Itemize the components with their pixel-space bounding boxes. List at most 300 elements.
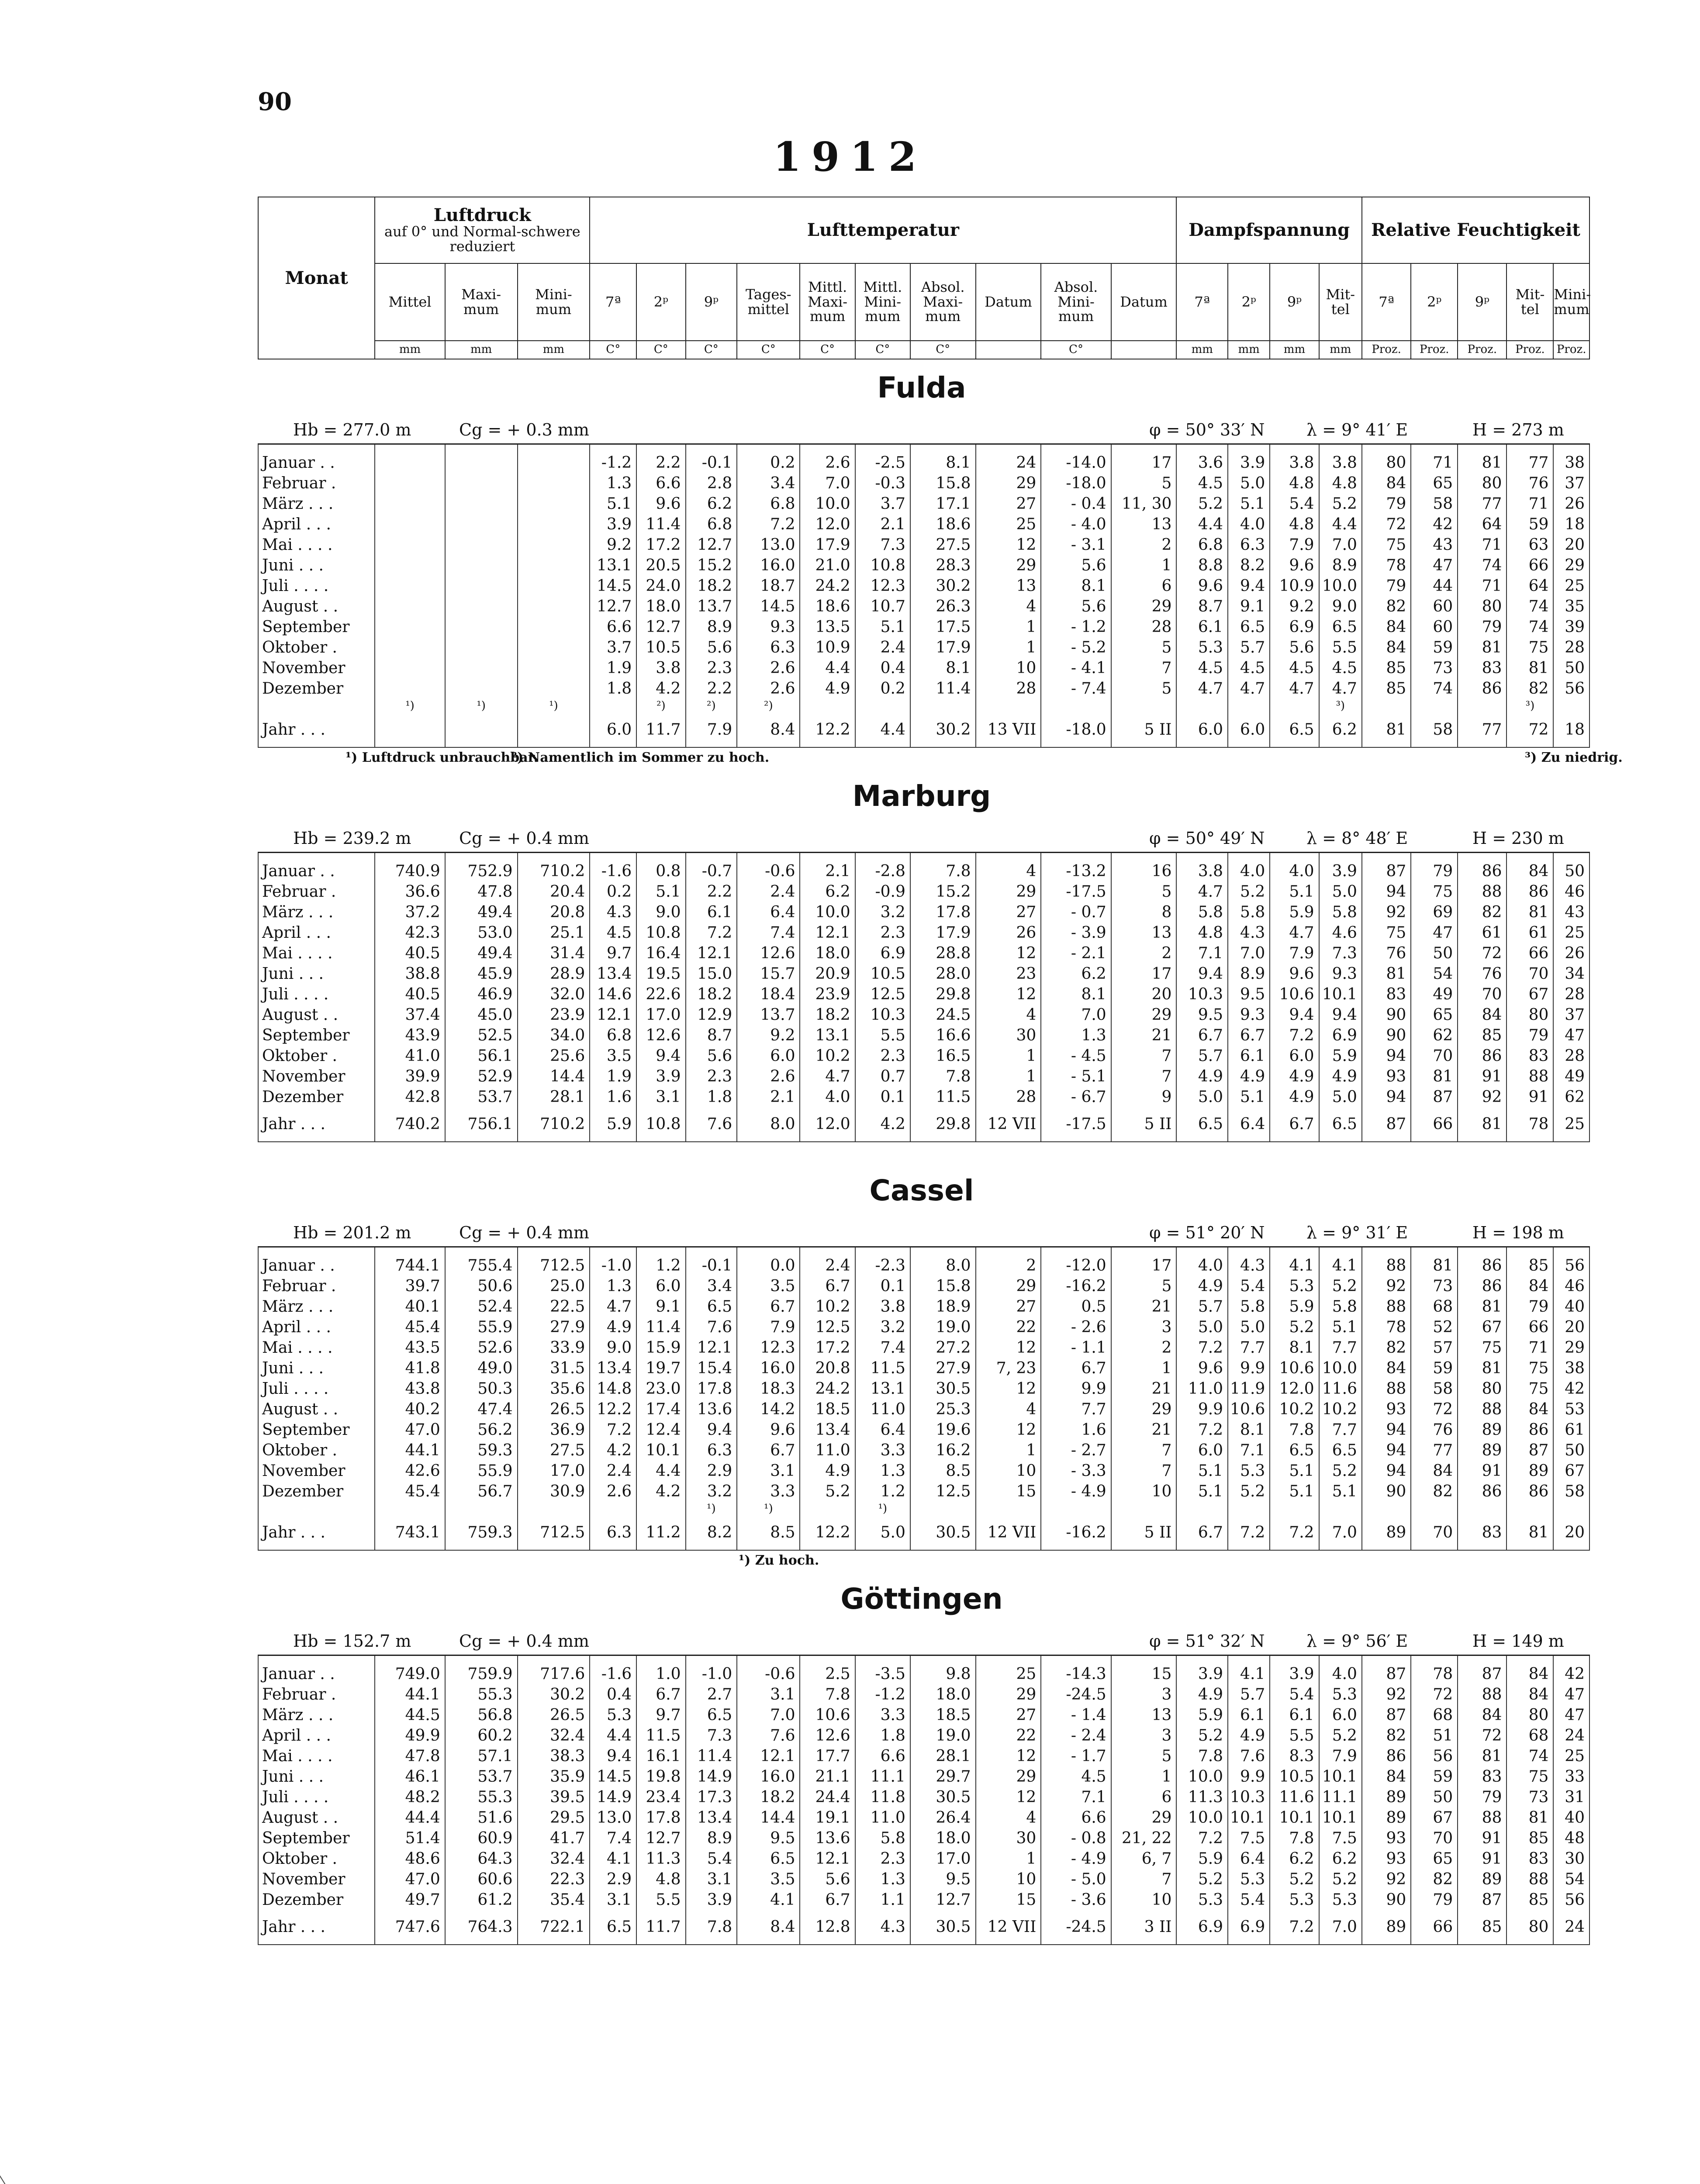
data-cell: 0.4 <box>855 658 910 678</box>
data-cell <box>445 473 518 494</box>
data-cell: 3.3 <box>855 1440 910 1461</box>
data-cell: 4.7 <box>1228 678 1270 699</box>
station-meta-row <box>258 1628 1589 1655</box>
data-cell: 9 <box>1111 1087 1177 1107</box>
data-cell: 4.5 <box>1041 1766 1111 1787</box>
data-cell: -2.5 <box>855 444 910 473</box>
data-cell: 25.6 <box>518 1046 590 1066</box>
data-cell: 5.0 <box>1228 1317 1270 1337</box>
data-cell: 6.7 <box>1228 1025 1270 1046</box>
data-cell: 15.8 <box>910 1276 976 1296</box>
data-cell: 17.0 <box>910 1849 976 1869</box>
data-cell: 25 <box>1553 576 1589 596</box>
data-cell: 30 <box>1553 1849 1589 1869</box>
data-cell: 60.9 <box>445 1828 518 1849</box>
data-cell: 5.9 <box>1319 1046 1362 1066</box>
data-cell: 4.5 <box>1176 473 1228 494</box>
data-cell: 49 <box>1411 984 1458 1005</box>
data-cell: 4.9 <box>1270 1066 1319 1087</box>
data-cell: 2.6 <box>737 658 800 678</box>
data-cell: 75 <box>1507 1766 1553 1787</box>
data-cell: 14.9 <box>590 1787 636 1807</box>
data-cell: 10 <box>976 1461 1041 1481</box>
footnote-marker <box>375 1502 445 1516</box>
data-cell: 28.3 <box>910 555 976 576</box>
station-title-row <box>258 768 1589 825</box>
data-cell: -1.2 <box>855 1684 910 1705</box>
data-cell: 5.1 <box>1228 494 1270 514</box>
data-cell: 1.9 <box>590 1066 636 1087</box>
data-cell: 6.5 <box>1319 617 1362 637</box>
column-header: Mittl. Mini-mum <box>855 263 910 341</box>
data-cell: 10.6 <box>1270 1358 1319 1379</box>
data-cell: 13.6 <box>800 1828 855 1849</box>
station-meta <box>258 1219 1589 1247</box>
data-cell: 56 <box>1553 1247 1589 1276</box>
data-cell: 92 <box>1362 1684 1411 1705</box>
table-row <box>258 853 1589 882</box>
data-cell: 27 <box>976 1296 1041 1317</box>
data-cell: 7.2 <box>737 514 800 535</box>
column-header: Mini-mum <box>518 263 590 341</box>
data-cell: 25 <box>1553 1107 1589 1142</box>
data-cell: 5.0 <box>1176 1087 1228 1107</box>
station-meta <box>258 1628 1589 1655</box>
data-cell: 5.3 <box>1319 1684 1362 1705</box>
month-label: September <box>258 1828 375 1849</box>
data-cell: 6.4 <box>1228 1107 1270 1142</box>
data-cell: 87 <box>1362 1655 1411 1685</box>
data-cell: 49 <box>1553 1066 1589 1087</box>
data-cell: 43.9 <box>375 1025 445 1046</box>
footnote-marker <box>1411 1502 1458 1516</box>
data-cell: 38 <box>1553 444 1589 473</box>
header-rel-feuchtigkeit: Relative Feuchtigkeit <box>1362 197 1589 263</box>
data-cell: 93 <box>1362 1828 1411 1849</box>
data-cell: 9.7 <box>636 1705 685 1725</box>
data-cell: 5.3 <box>1270 1890 1319 1910</box>
data-cell: 3.2 <box>686 1481 737 1502</box>
data-cell: 8.9 <box>686 617 737 637</box>
data-cell: 15 <box>1111 1655 1177 1685</box>
data-cell: 3.1 <box>686 1869 737 1890</box>
data-cell: 66 <box>1411 1107 1458 1142</box>
data-cell: 10.6 <box>800 1705 855 1725</box>
data-cell: 15.0 <box>686 964 737 984</box>
footnote-marker <box>1553 699 1589 713</box>
data-cell: 82 <box>1411 1869 1458 1890</box>
data-cell: 15.7 <box>737 964 800 984</box>
data-cell: 55.3 <box>445 1684 518 1705</box>
data-cell: 23.0 <box>636 1379 685 1399</box>
data-cell: 5.2 <box>1228 881 1270 902</box>
data-cell: 92 <box>1458 1087 1507 1107</box>
data-cell: 5.6 <box>1270 637 1319 658</box>
station-title-row <box>258 1162 1589 1219</box>
data-cell: 90 <box>1362 1890 1411 1910</box>
data-cell: 4.9 <box>1176 1276 1228 1296</box>
data-cell: 9.4 <box>1176 964 1228 984</box>
footnote-marker <box>590 699 636 713</box>
data-cell: 32.4 <box>518 1725 590 1746</box>
month-label: Januar . . <box>258 444 375 473</box>
data-cell: 6.7 <box>1041 1358 1111 1379</box>
data-cell: 14.5 <box>590 1766 636 1787</box>
data-cell: 82 <box>1362 1725 1411 1746</box>
data-cell: 66 <box>1507 555 1553 576</box>
data-cell: 50 <box>1411 1787 1458 1807</box>
data-cell: 29 <box>976 1766 1041 1787</box>
data-cell: 1.3 <box>1041 1025 1111 1046</box>
data-cell: 8.1 <box>910 444 976 473</box>
data-cell: 70 <box>1411 1828 1458 1849</box>
data-cell <box>445 617 518 637</box>
data-cell: 26 <box>1553 494 1589 514</box>
data-cell: 27.9 <box>518 1317 590 1337</box>
data-cell: 44.1 <box>375 1684 445 1705</box>
data-cell: 87 <box>1458 1890 1507 1910</box>
table-row <box>258 984 1589 1005</box>
data-cell: 59 <box>1411 1766 1458 1787</box>
column-header: 7ª <box>590 263 636 341</box>
data-cell: 2.1 <box>855 514 910 535</box>
data-cell: 11.5 <box>636 1725 685 1746</box>
data-cell: 29 <box>1111 1399 1177 1420</box>
data-cell <box>375 658 445 678</box>
data-cell: 35.6 <box>518 1379 590 1399</box>
data-cell: 712.5 <box>518 1516 590 1550</box>
data-cell: 5.2 <box>800 1481 855 1502</box>
month-label: Juni . . . <box>258 964 375 984</box>
data-cell: 28.8 <box>910 943 976 964</box>
data-cell: 8.1 <box>1041 984 1111 1005</box>
table-row <box>258 658 1589 678</box>
footnote-marker <box>1111 1502 1177 1516</box>
data-cell: 81 <box>1362 964 1411 984</box>
data-cell: 80 <box>1362 444 1411 473</box>
data-cell: 5.5 <box>1270 1725 1319 1746</box>
data-cell: 55.9 <box>445 1317 518 1337</box>
data-cell: 46 <box>1553 1276 1589 1296</box>
data-cell: 89 <box>1362 1787 1411 1807</box>
data-cell: -0.9 <box>855 881 910 902</box>
month-label: Februar . <box>258 473 375 494</box>
data-cell: 24.4 <box>800 1787 855 1807</box>
station-h: H = 273 m <box>1472 420 1564 439</box>
table-row <box>258 535 1589 555</box>
data-cell: 9.5 <box>1228 984 1270 1005</box>
data-cell: 7.2 <box>1176 1828 1228 1849</box>
table-row <box>258 1481 1589 1502</box>
year-label: Jahr . . . <box>258 1910 375 1945</box>
data-cell: - 5.1 <box>1041 1066 1111 1087</box>
data-cell: 81 <box>1411 1066 1458 1087</box>
data-cell: 13.7 <box>686 596 737 617</box>
table-row <box>258 1247 1589 1276</box>
data-cell: 30 <box>976 1025 1041 1046</box>
data-cell: 6.3 <box>1228 535 1270 555</box>
data-cell: -0.6 <box>737 1655 800 1685</box>
data-cell: 0.0 <box>737 1247 800 1276</box>
data-cell: 5 <box>1111 1746 1177 1766</box>
month-label <box>258 699 375 713</box>
column-unit: C° <box>590 341 636 359</box>
column-unit: C° <box>855 341 910 359</box>
data-cell: 20 <box>1553 1516 1589 1550</box>
data-cell: 12.2 <box>590 1399 636 1420</box>
data-cell: -14.0 <box>1041 444 1111 473</box>
data-cell: 740.9 <box>375 853 445 882</box>
data-cell: 11.9 <box>1228 1379 1270 1399</box>
header-luftdruck-sub: auf 0° und Normal-schwere reduziert <box>384 223 580 255</box>
data-cell: 3.5 <box>590 1046 636 1066</box>
data-cell: 7.8 <box>686 1910 737 1945</box>
data-cell: 3.5 <box>737 1869 800 1890</box>
data-cell: 3.5 <box>737 1276 800 1296</box>
data-cell: 19.8 <box>636 1766 685 1787</box>
footnote-marker <box>910 699 976 713</box>
data-cell: 85 <box>1458 1910 1507 1945</box>
data-cell: 13 <box>1111 514 1177 535</box>
data-cell: 3.8 <box>1319 444 1362 473</box>
data-cell: 5.2 <box>1176 1869 1228 1890</box>
data-cell: 4.7 <box>1319 678 1362 699</box>
data-cell: 10.9 <box>1270 576 1319 596</box>
data-cell: 86 <box>1362 1746 1411 1766</box>
data-cell: 21.0 <box>800 555 855 576</box>
data-cell: 88 <box>1507 1066 1553 1087</box>
data-cell: 81 <box>1458 1107 1507 1142</box>
footnote-marker: ¹) <box>855 1502 910 1516</box>
column-header: Mit-tel <box>1319 263 1362 341</box>
data-cell: 6.5 <box>1319 1107 1362 1142</box>
data-cell: 10.0 <box>1176 1807 1228 1828</box>
data-cell: 84 <box>1362 617 1411 637</box>
data-cell: 15.8 <box>910 473 976 494</box>
data-cell: 4.5 <box>1319 658 1362 678</box>
footnote-marker <box>1319 1502 1362 1516</box>
station-h: H = 198 m <box>1472 1223 1564 1242</box>
data-cell: 77 <box>1458 494 1507 514</box>
data-cell: 85 <box>1507 1890 1553 1910</box>
data-cell: 4.1 <box>1270 1247 1319 1276</box>
data-cell: 10.1 <box>1270 1807 1319 1828</box>
data-cell: 66 <box>1507 1317 1553 1337</box>
data-cell: 16.0 <box>737 1766 800 1787</box>
data-cell: 4.7 <box>1176 881 1228 902</box>
data-cell: 41.0 <box>375 1046 445 1066</box>
data-cell: 4.4 <box>800 658 855 678</box>
data-cell: 13.6 <box>686 1399 737 1420</box>
data-cell: 89 <box>1458 1869 1507 1890</box>
data-cell: 5.9 <box>1176 1705 1228 1725</box>
data-cell: 85 <box>1507 1828 1553 1849</box>
data-cell: 1.8 <box>590 678 636 699</box>
data-cell: 20 <box>1553 535 1589 555</box>
month-label: März . . . <box>258 1296 375 1317</box>
data-cell: 4.5 <box>1228 658 1270 678</box>
footnote-text: ¹) Zu hoch. <box>739 1553 819 1568</box>
data-cell: 7.1 <box>1228 1440 1270 1461</box>
data-cell: 10.8 <box>636 1107 685 1142</box>
data-cell: 12 VII <box>976 1107 1041 1142</box>
data-cell: 11.7 <box>636 1910 685 1945</box>
footnote-marker: ¹) <box>737 1502 800 1516</box>
data-cell: 10.8 <box>636 923 685 943</box>
footnote-marker <box>1041 1502 1111 1516</box>
data-cell: 4.8 <box>636 1869 685 1890</box>
data-cell: 7 <box>1111 1869 1177 1890</box>
data-cell: 7.2 <box>1270 1516 1319 1550</box>
month-label: März . . . <box>258 1705 375 1725</box>
station-meta <box>258 416 1589 444</box>
station-phi: φ = 50° 49′ N <box>1149 829 1265 848</box>
data-cell: 13.1 <box>590 555 636 576</box>
data-cell: 4.0 <box>800 1087 855 1107</box>
data-cell: 21 <box>1111 1379 1177 1399</box>
column-header: 2ᵖ <box>636 263 685 341</box>
data-cell: 60 <box>1411 596 1458 617</box>
data-cell: 15 <box>976 1481 1041 1502</box>
data-cell: 4.8 <box>1176 923 1228 943</box>
footnotes <box>258 1945 1589 1965</box>
data-cell: 6.5 <box>1270 713 1319 747</box>
data-cell: 7.8 <box>1176 1746 1228 1766</box>
data-cell: 44.4 <box>375 1807 445 1828</box>
table-row <box>258 596 1589 617</box>
data-cell: 5.2 <box>1176 1725 1228 1746</box>
column-unit: mm <box>1176 341 1228 359</box>
data-cell: 91 <box>1458 1849 1507 1869</box>
month-label: August . . <box>258 1005 375 1025</box>
data-cell: -1.6 <box>590 853 636 882</box>
data-cell: 88 <box>1362 1296 1411 1317</box>
data-cell: 47 <box>1411 923 1458 943</box>
data-cell: 17.8 <box>686 1379 737 1399</box>
data-cell: 7.0 <box>1319 1910 1362 1945</box>
column-header: Mittel <box>375 263 445 341</box>
data-cell: 4.7 <box>1176 678 1228 699</box>
data-cell: 80 <box>1507 1705 1553 1725</box>
data-cell: 2.4 <box>590 1461 636 1481</box>
data-cell: 4.7 <box>1270 923 1319 943</box>
data-cell: 63 <box>1507 535 1553 555</box>
data-cell: 6.3 <box>737 637 800 658</box>
station-cg: Cg = + 0.4 mm <box>459 1223 589 1242</box>
data-cell: 1.6 <box>590 1087 636 1107</box>
data-cell: 29 <box>976 881 1041 902</box>
data-cell: 4.7 <box>590 1296 636 1317</box>
station-meta-row <box>258 825 1589 853</box>
data-cell <box>375 678 445 699</box>
data-cell: 11.0 <box>800 1440 855 1461</box>
data-cell: 61 <box>1507 923 1553 943</box>
data-cell: 10.6 <box>1228 1399 1270 1420</box>
data-cell: - 5.2 <box>1041 637 1111 658</box>
data-cell: 2.2 <box>636 444 685 473</box>
data-cell: 6.8 <box>686 514 737 535</box>
data-cell: 4.7 <box>1270 678 1319 699</box>
data-cell: -12.0 <box>1041 1247 1111 1276</box>
data-cell: 12.4 <box>636 1420 685 1440</box>
data-cell: 59 <box>1411 637 1458 658</box>
data-cell: 87 <box>1362 1107 1411 1142</box>
data-cell: 2.5 <box>800 1655 855 1685</box>
data-cell: 6.1 <box>686 902 737 923</box>
month-label: September <box>258 1420 375 1440</box>
data-cell: 7.9 <box>686 713 737 747</box>
data-cell: 11.6 <box>1270 1787 1319 1807</box>
data-cell: 4.4 <box>636 1461 685 1481</box>
data-cell: - 2.6 <box>1041 1317 1111 1337</box>
data-cell: 5.0 <box>855 1516 910 1550</box>
data-cell: 6.8 <box>1176 535 1228 555</box>
data-cell: 6.8 <box>590 1025 636 1046</box>
data-cell <box>375 617 445 637</box>
table-row <box>258 1420 1589 1440</box>
data-cell: 11.0 <box>855 1399 910 1420</box>
data-cell: 6.7 <box>1176 1516 1228 1550</box>
table-header <box>258 197 1589 359</box>
station-lambda: λ = 9° 56′ E <box>1306 1631 1408 1651</box>
data-cell: 5.6 <box>800 1869 855 1890</box>
data-cell <box>518 514 590 535</box>
data-cell: 81 <box>1458 444 1507 473</box>
data-cell: 18.5 <box>910 1705 976 1725</box>
data-cell: 62 <box>1553 1087 1589 1107</box>
data-cell: 18.4 <box>737 984 800 1005</box>
data-cell: 45.0 <box>445 1005 518 1025</box>
data-cell: 27.9 <box>910 1358 976 1379</box>
table-row <box>258 1725 1589 1746</box>
data-cell: 5.6 <box>686 637 737 658</box>
footnote-marker <box>1362 699 1411 713</box>
data-cell <box>375 494 445 514</box>
data-cell: 9.6 <box>1176 576 1228 596</box>
data-cell: 86 <box>1458 1276 1507 1296</box>
data-cell <box>518 494 590 514</box>
data-cell: 17.8 <box>910 902 976 923</box>
data-cell: 86 <box>1458 678 1507 699</box>
data-cell: - 0.4 <box>1041 494 1111 514</box>
footnote-marker-row <box>258 699 1589 713</box>
data-cell: 49.7 <box>375 1890 445 1910</box>
data-cell: 3.7 <box>855 494 910 514</box>
data-cell: 6.0 <box>1176 713 1228 747</box>
table-row <box>258 576 1589 596</box>
footnote-marker <box>1228 1502 1270 1516</box>
data-cell: 7.6 <box>686 1107 737 1142</box>
data-cell: 9.5 <box>1176 1005 1228 1025</box>
footnote-marker <box>910 1502 976 1516</box>
data-cell: 94 <box>1362 1087 1411 1107</box>
data-cell: 33 <box>1553 1766 1589 1787</box>
data-cell: 29.5 <box>518 1807 590 1828</box>
data-cell: 89 <box>1458 1440 1507 1461</box>
data-cell <box>518 535 590 555</box>
data-cell: 7.6 <box>686 1317 737 1337</box>
data-cell: 86 <box>1458 853 1507 882</box>
data-cell: 5.0 <box>1319 1087 1362 1107</box>
month-label: März . . . <box>258 902 375 923</box>
data-cell: 84 <box>1411 1461 1458 1481</box>
data-cell: -18.0 <box>1041 473 1111 494</box>
data-cell: 26.5 <box>518 1399 590 1420</box>
data-cell: 12 VII <box>976 1516 1041 1550</box>
data-cell: 4.4 <box>855 713 910 747</box>
data-cell: 4.0 <box>1176 1247 1228 1276</box>
footnote-marker <box>855 699 910 713</box>
